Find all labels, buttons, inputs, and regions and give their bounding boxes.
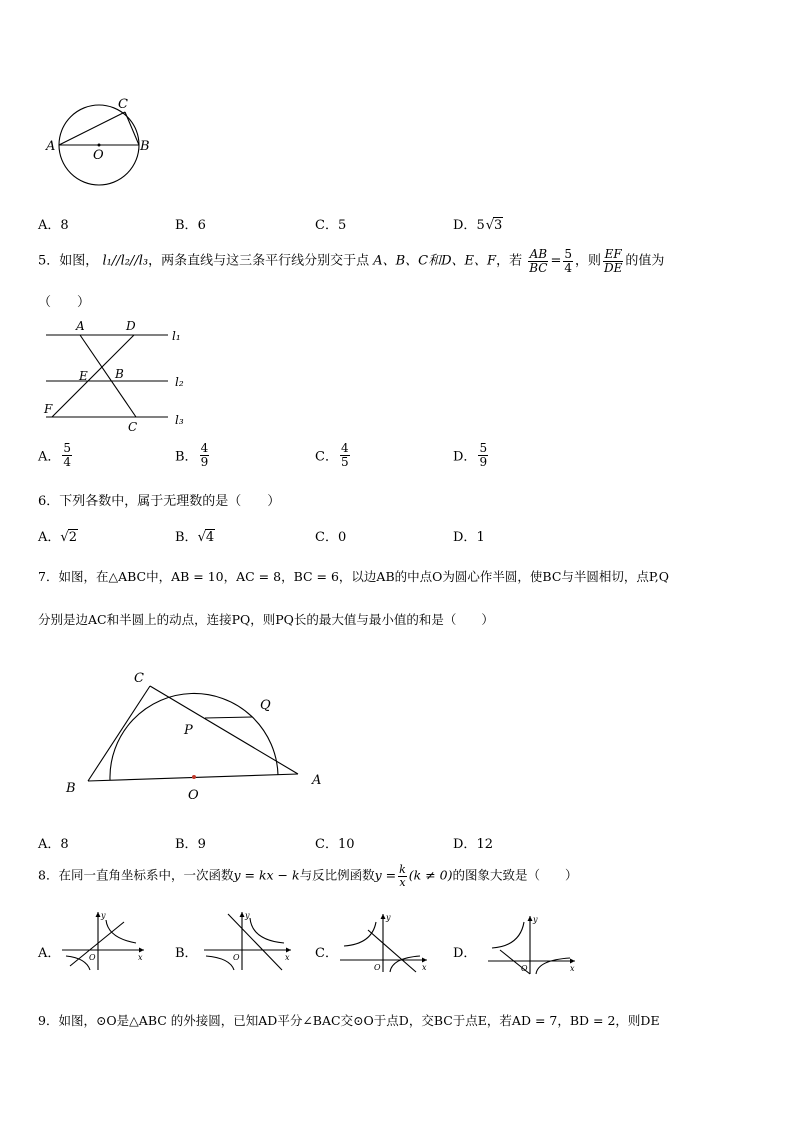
q4-label-c: C [118, 97, 128, 112]
q5-label-l2: l₂ [175, 375, 184, 389]
q7-segment-pq [205, 717, 252, 718]
q5-label-e: E [79, 369, 88, 383]
q7-option-b[interactable]: B．9 [175, 837, 206, 852]
q6-option-b[interactable]: B．√4 [175, 530, 215, 545]
q8-graph-a-y-label: y [101, 911, 106, 920]
q7-center-dot [192, 775, 196, 779]
q7-option-d[interactable]: D．12 [453, 837, 493, 852]
q8-graph-d-origin-label: O [521, 964, 528, 973]
q5-transversal-ac [80, 335, 136, 417]
q8-graph-c-origin-label: O [374, 963, 381, 972]
q5-label-a: A [76, 319, 85, 333]
q5-stem: 5．如图， l₁//l₂//l₃，两条直线与这三条平行线分别交于点 A、B、C和D、E、F，若 $\frac{AB}{BC}$ = $\frac{5}{4}$ ，则 $\frac{EF}{DE}$ 的值为 [38, 247, 665, 275]
q7-label-o: O [188, 788, 199, 802]
q7-label-b: B [66, 781, 76, 796]
q8-option-d[interactable]: D． [453, 946, 477, 961]
q8-graph-d-x-label: x [570, 964, 575, 973]
q8-graph-b-hyperbola-2 [206, 956, 234, 970]
q5-option-d[interactable]: D． $\frac{5}{9}$ [453, 441, 488, 469]
q7-label-a: A [312, 773, 322, 788]
q8-graph-b-x-arrow [286, 948, 291, 953]
q4-chord-ac [59, 112, 125, 145]
q8-graph-a-y-arrow [96, 912, 101, 917]
q5-option-b[interactable]: B． $\frac{4}{9}$ [175, 441, 209, 469]
q5-option-a[interactable]: A． $\frac{5}{4}$ [38, 441, 72, 469]
q8-graph-a-x-label: x [138, 953, 143, 962]
q6-option-a[interactable]: A．√2 [38, 530, 77, 545]
q7-stem-line2: 分别是边AC和半圆上的动点，连接PQ，则PQ长的最大值与最小值的和是（ ） [38, 612, 494, 627]
q7-label-p: P [184, 723, 193, 738]
q5-label-l3: l₃ [175, 413, 184, 427]
q7-stem-line1: 7．如图，在△ABC中，AB = 10，AC = 8，BC = 6，以边AB的中点O为圆心作半圆，使BC与半圆相切，点P,Q [38, 569, 669, 584]
q8-graph-c-y-arrow [381, 914, 386, 919]
q8-graph-a-hyperbola-2 [66, 956, 90, 970]
q7-semicircle-figure [60, 662, 340, 802]
q6-option-d[interactable]: D．1 [453, 530, 485, 545]
q9-stem: 9．如图，⊙O是△ABC 的外接圆，已知AD平分∠BAC交⊙O于点D，交BC于点E，若AD = 7，BD = 2，则DE [38, 1013, 660, 1028]
q8-graph-a-x-arrow [139, 948, 144, 953]
q6-option-c[interactable]: C．0 [315, 530, 347, 545]
q5-label-c: C [128, 420, 138, 434]
q8-stem: 8．在同一直角坐标系中，一次函数y = kx − k与反比例函数y = $\frac{k}{x}$ (k ≠ 0)的图象大致是（ ） [38, 863, 578, 889]
q4-chord-cb [125, 112, 139, 145]
q8-graph-b-origin-label: O [233, 953, 240, 962]
q4-option-d[interactable]: D．5√3 [453, 218, 503, 233]
q5-label-f: F [44, 402, 53, 416]
q8-graph-d-y-label: y [533, 915, 538, 924]
q8-graph-b-y-label: y [245, 911, 250, 920]
q7-label-q: Q [260, 698, 271, 713]
q8-graph-d[interactable] [484, 912, 579, 977]
q8-graph-a-origin-label: O [89, 953, 96, 962]
q7-option-a[interactable]: A．8 [38, 837, 69, 852]
q4-option-a[interactable]: A．8 [38, 218, 69, 233]
q8-graph-a-line [70, 922, 124, 966]
q8-option-a[interactable]: A． [38, 946, 61, 961]
q5-label-l1: l₁ [172, 329, 181, 343]
q5-label-d: D [126, 319, 136, 333]
q7-label-c: C [134, 671, 144, 686]
q8-graph-c[interactable] [336, 910, 431, 975]
q8-graph-d-hyperbola-1 [492, 922, 524, 948]
q4-option-b[interactable]: B．6 [175, 218, 206, 233]
q8-graph-a[interactable] [58, 908, 148, 973]
q8-option-c[interactable]: C． [315, 946, 338, 961]
q8-graph-b-y-arrow [240, 912, 245, 917]
q8-graph-c-x-arrow [422, 958, 427, 963]
q8-graph-c-x-label: x [422, 963, 427, 972]
q5-parallel-lines-figure [38, 316, 198, 436]
q8-graph-a-hyperbola-1 [106, 920, 136, 943]
q4-label-b: B [140, 139, 150, 154]
q5-blank: （ ） [38, 295, 91, 310]
q7-option-c[interactable]: C．10 [315, 837, 355, 852]
q4-label-a: A [46, 139, 56, 154]
q4-label-o: O [93, 148, 104, 163]
q8-graph-b-x-label: x [285, 953, 290, 962]
q8-graph-d-x-arrow [570, 959, 575, 964]
q7-semicircle [110, 693, 278, 780]
q8-graph-d-hyperbola-2 [536, 958, 570, 974]
q8-graph-c-hyperbola-2 [390, 956, 420, 972]
q8-graph-b[interactable] [200, 908, 295, 973]
q7-side-bc [88, 686, 150, 781]
q4-center-dot [98, 144, 101, 147]
q8-graph-b-hyperbola-1 [250, 918, 284, 943]
q8-graph-c-hyperbola-1 [344, 922, 376, 946]
q4-circle-figure [40, 90, 170, 195]
q5-label-b: B [115, 367, 124, 381]
q8-option-b[interactable]: B． [175, 946, 198, 961]
q5-option-c[interactable]: C． $\frac{4}{5}$ [315, 441, 349, 469]
q8-graph-d-y-arrow [528, 916, 533, 921]
q8-graph-c-y-label: y [386, 913, 391, 922]
q4-option-c[interactable]: C．5 [315, 218, 347, 233]
q6-stem: 6．下列各数中，属于无理数的是（ ） [38, 494, 281, 509]
